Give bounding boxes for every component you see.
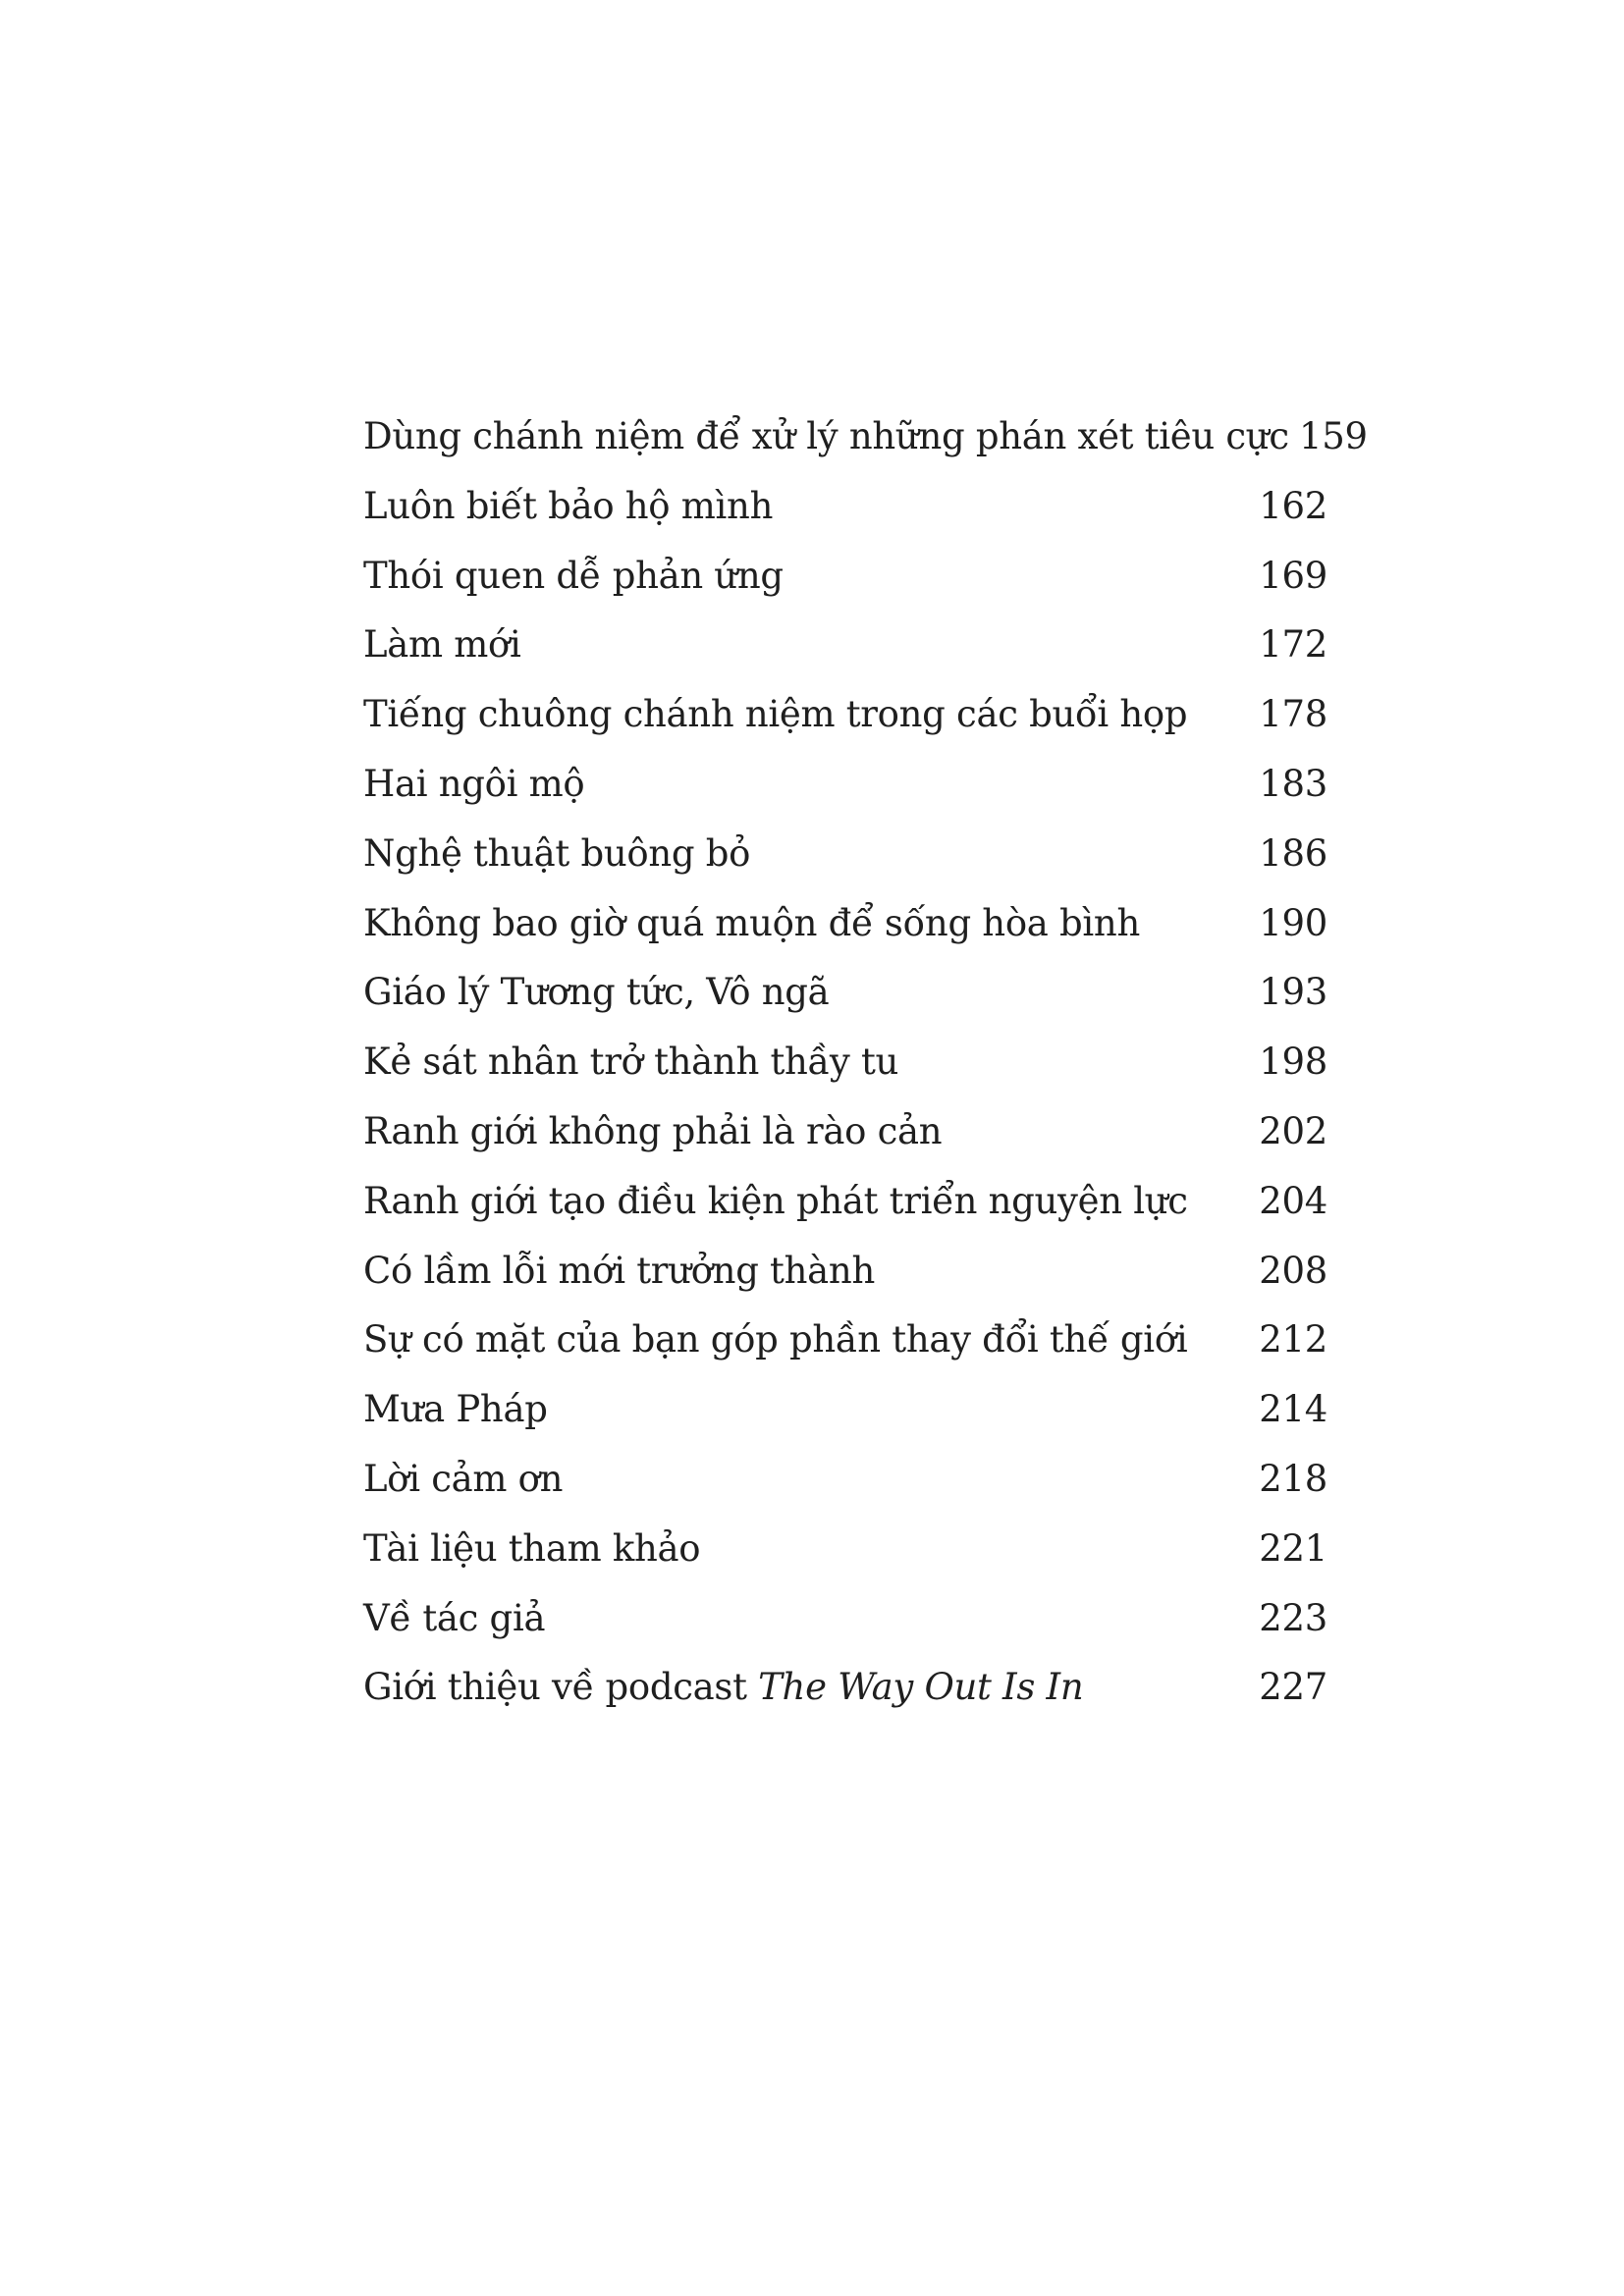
toc-entry[interactable] (363, 820, 1327, 889)
toc-entry-title: Sự có mặt của bạn góp phần thay đổi thế giới (363, 1318, 1188, 1362)
toc-entry-title: Có lầm lỗi mới trưởng thành (363, 1249, 875, 1292)
toc-entry[interactable] (363, 1097, 1327, 1167)
toc-entry-page: 212 (1259, 1318, 1327, 1362)
toc-entry-page: 190 (1259, 901, 1327, 944)
toc-entry-title: Ranh giới không phải là rào cản (363, 1109, 943, 1152)
toc-entry-page: 218 (1259, 1457, 1327, 1500)
toc-entry-title: Kẻ sát nhân trở thành thầy tu (363, 1041, 899, 1084)
toc-entry[interactable] (363, 1237, 1327, 1307)
toc-entry[interactable] (363, 542, 1327, 612)
toc-entry-page: 172 (1259, 623, 1327, 667)
toc-entry[interactable] (363, 1515, 1327, 1584)
toc-entry-page: 198 (1259, 1041, 1327, 1084)
toc-entry-page: 223 (1259, 1596, 1327, 1639)
toc-entry[interactable] (363, 680, 1327, 750)
toc-entry[interactable] (363, 1653, 1327, 1723)
toc-entry-title: Nghệ thuật buông bỏ (363, 831, 751, 875)
toc-entry[interactable] (363, 611, 1327, 680)
toc-entry-title (363, 1653, 1249, 1723)
toc-entry-title: Dùng chánh niệm để xử lý những phán xét tiêu cực (363, 415, 1289, 457)
toc-entry-page: 193 (1259, 971, 1327, 1014)
toc-entry-title: Giáo lý Tương tức, Vô ngã (363, 971, 830, 1014)
toc-entry-title: Ranh giới tạo điều kiện phát triển nguyện lực (363, 1179, 1188, 1222)
toc-entry[interactable] (363, 889, 1327, 959)
toc-entry-title: Mưa Pháp (363, 1388, 548, 1431)
toc-entry-page: 204 (1259, 1179, 1327, 1222)
toc-entry-page: 178 (1259, 693, 1327, 736)
toc-entry[interactable] (363, 1028, 1327, 1097)
toc-entry[interactable] (363, 1584, 1327, 1654)
toc-entry-page: 221 (1259, 1526, 1327, 1570)
toc-entry[interactable] (363, 402, 1368, 472)
toc-entry-title: Hai ngôi mộ (363, 762, 585, 805)
toc-entry-title: Về tác giả (363, 1596, 546, 1639)
toc-entry[interactable] (363, 1167, 1327, 1237)
toc-entry[interactable] (363, 1375, 1327, 1445)
toc-entry[interactable] (363, 1306, 1327, 1375)
toc-entry-title: Làm mới (363, 623, 521, 667)
podcast-name: The Way Out Is In (758, 1666, 1084, 1709)
toc-entry-page: 208 (1259, 1249, 1327, 1292)
toc-entry-title: Tiếng chuông chánh niệm trong các buổi họp (363, 693, 1188, 736)
toc-entry-title: Thói quen dễ phản ứng (363, 554, 784, 597)
toc-entry-page: 183 (1259, 762, 1327, 805)
toc-entry[interactable] (363, 750, 1327, 820)
toc-entry-page: 162 (1259, 484, 1327, 527)
toc-entry[interactable] (363, 472, 1327, 542)
toc-entry-title: Tài liệu tham khảo (363, 1526, 701, 1570)
toc-entry-title: Không bao giờ quá muộn để sống hòa bình (363, 901, 1140, 944)
table-of-contents (363, 402, 1368, 1723)
toc-entry-page: 169 (1259, 554, 1327, 597)
toc-entry-title-text: Giới thiệu về podcast (363, 1666, 759, 1709)
toc-entry-title: Luôn biết bảo hộ mình (363, 484, 774, 527)
toc-entry-page: 202 (1259, 1109, 1327, 1152)
toc-entry-page: 186 (1259, 831, 1327, 875)
toc-entry-title: Lời cảm ơn (363, 1457, 564, 1500)
toc-entry-page: 214 (1259, 1388, 1327, 1431)
toc-entry-page: 227 (1259, 1666, 1327, 1709)
toc-entry[interactable] (363, 958, 1327, 1028)
toc-entry[interactable] (363, 1445, 1327, 1515)
toc-entry-page: 159 (1299, 415, 1368, 457)
